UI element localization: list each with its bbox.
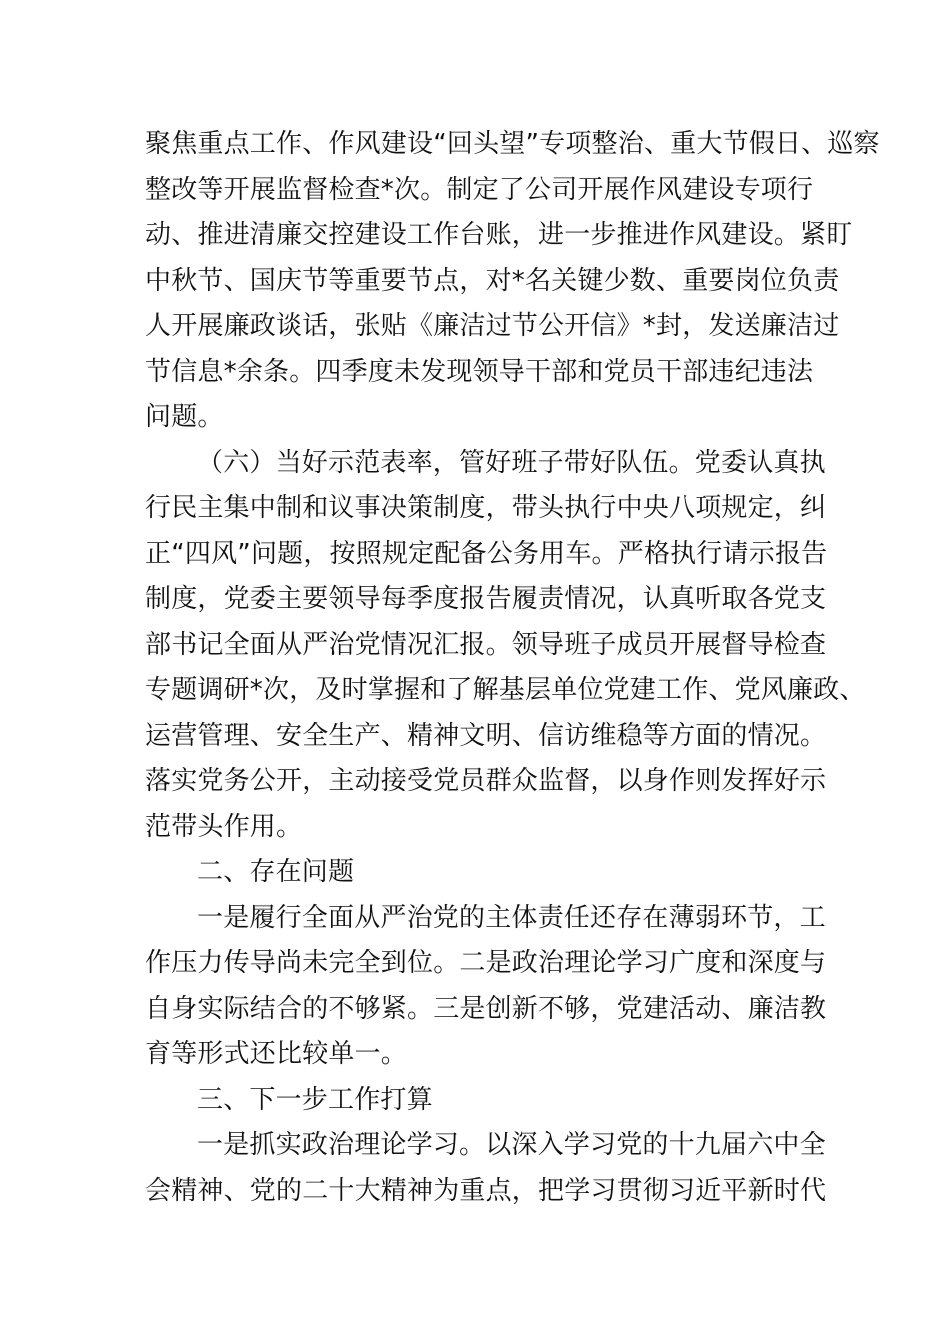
section-heading: 二、存在问题 xyxy=(197,857,355,887)
document-body xyxy=(145,122,880,1214)
text-line: 自身实际结合的不够紧。三是创新不够，党建活动、廉洁教 xyxy=(145,993,827,1024)
text-line: 整改等开展监督检查*次。制定了公司开展作风建设专项行 xyxy=(145,174,814,205)
text-line: 落实党务公开，主动接受党员群众监督，以身作则发挥好示 xyxy=(145,766,827,796)
text-line: 作压力传导尚未完全到位。二是政治理论学习广度和深度与 xyxy=(145,948,827,978)
text-line: 范带头作用。 xyxy=(145,811,303,842)
text-line: 问题。 xyxy=(145,402,224,432)
text-line: 育等形式还比较单一。 xyxy=(145,1039,408,1069)
paragraph-start-line: 一是履行全面从严治党的主体责任还存在薄弱环节，工 xyxy=(197,902,826,933)
text-line: 人开展廉政谈话，张贴《廉洁过节公开信》*封，发送廉洁过 xyxy=(145,311,840,341)
paragraph-start-line: 一是抓实政治理论学习。以深入学习党的十九届六中全 xyxy=(197,1130,826,1160)
text-line: 行民主集中制和议事决策制度，带头执行中央八项规定，纠 xyxy=(145,493,827,523)
text-line: 会精神、党的二十大精神为重点，把学习贯彻习近平新时代 xyxy=(145,1175,827,1206)
paragraph-start-line: （六）当好示范表率，管好班子带好队伍。党委认真执 xyxy=(197,447,826,478)
section-heading: 三、下一步工作打算 xyxy=(197,1084,433,1115)
text-line: 制度，党委主要领导每季度报告履责情况，认真听取各党支 xyxy=(145,584,827,614)
text-line: 聚焦重点工作、作风建设“回头望”专项整治、重大节假日、巡察 xyxy=(145,129,880,159)
text-line: 动、推进清廉交控建设工作台账，进一步推进作风建设。紧盯 xyxy=(145,220,853,250)
text-line: 中秋节、国庆节等重要节点，对*名关键少数、重要岗位负责 xyxy=(145,265,840,296)
text-line: 部书记全面从严治党情况汇报。领导班子成员开展督导检查 xyxy=(145,629,827,660)
text-line: 运营管理、安全生产、精神文明、信访维稳等方面的情况。 xyxy=(145,720,827,751)
text-line: 专题调研*次，及时掌握和了解基层单位党建工作、党风廉政、 xyxy=(145,675,866,705)
text-line: 节信息*余条。四季度未发现领导干部和党员干部违纪违法 xyxy=(145,356,814,387)
text-line: 正“四风”问题，按照规定配备公务用车。严格执行请示报告 xyxy=(145,538,828,569)
